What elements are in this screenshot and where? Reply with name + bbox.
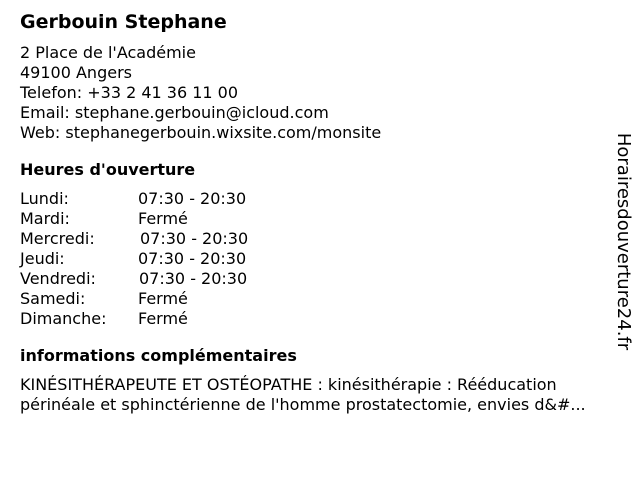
day-hours: 07:30 - 20:30 [139, 269, 248, 288]
email-line: Email: stephane.gerbouin@icloud.com [20, 103, 329, 122]
address-city: 49100 Angers [20, 63, 132, 82]
info-text-line1: KINÉSITHÉRAPEUTE ET OSTÉOPATHE : kinésithérapie : Rééducation [20, 375, 557, 394]
business-name: Gerbouin Stephane [20, 11, 227, 33]
site-watermark [612, 134, 636, 348]
hours-row-monday [20, 189, 612, 209]
hours-row-tuesday [20, 209, 612, 229]
day-hours: 07:30 - 20:30 [138, 249, 247, 268]
day-hours: Fermé [138, 289, 188, 308]
day-hours: 07:30 - 20:30 [138, 189, 247, 208]
hours-row-wednesday [20, 229, 612, 249]
day-label: Mercredi: [20, 229, 95, 248]
phone-line: Telefon: +33 2 41 36 11 00 [20, 83, 239, 102]
hours-heading: Heures d'ouverture [20, 160, 196, 179]
day-hours: Fermé [138, 309, 188, 328]
hours-row-sunday [20, 309, 612, 329]
day-label: Lundi: [20, 189, 69, 208]
hours-row-friday [20, 269, 612, 289]
web-line: Web: stephanegerbouin.wixsite.com/monsite [20, 123, 382, 142]
hours-row-saturday [20, 289, 612, 309]
day-label: Vendredi: [20, 269, 96, 288]
hours-table [20, 189, 612, 329]
day-hours: Fermé [138, 209, 188, 228]
day-label: Samedi: [20, 289, 86, 308]
day-label: Dimanche: [20, 309, 107, 328]
day-hours: 07:30 - 20:30 [140, 229, 249, 248]
info-text-line2: périnéale et sphinctérienne de l'homme prostatectomie, envies d&#... [20, 395, 586, 414]
day-label: Mardi: [20, 209, 70, 228]
hours-row-thursday [20, 249, 612, 269]
watermark-text: Horairesdouverture24.fr [613, 132, 635, 350]
address-street: 2 Place de l'Académie [20, 43, 196, 62]
day-label: Jeudi: [20, 249, 65, 268]
info-heading: informations complémentaires [20, 346, 297, 365]
business-card [20, 10, 612, 415]
